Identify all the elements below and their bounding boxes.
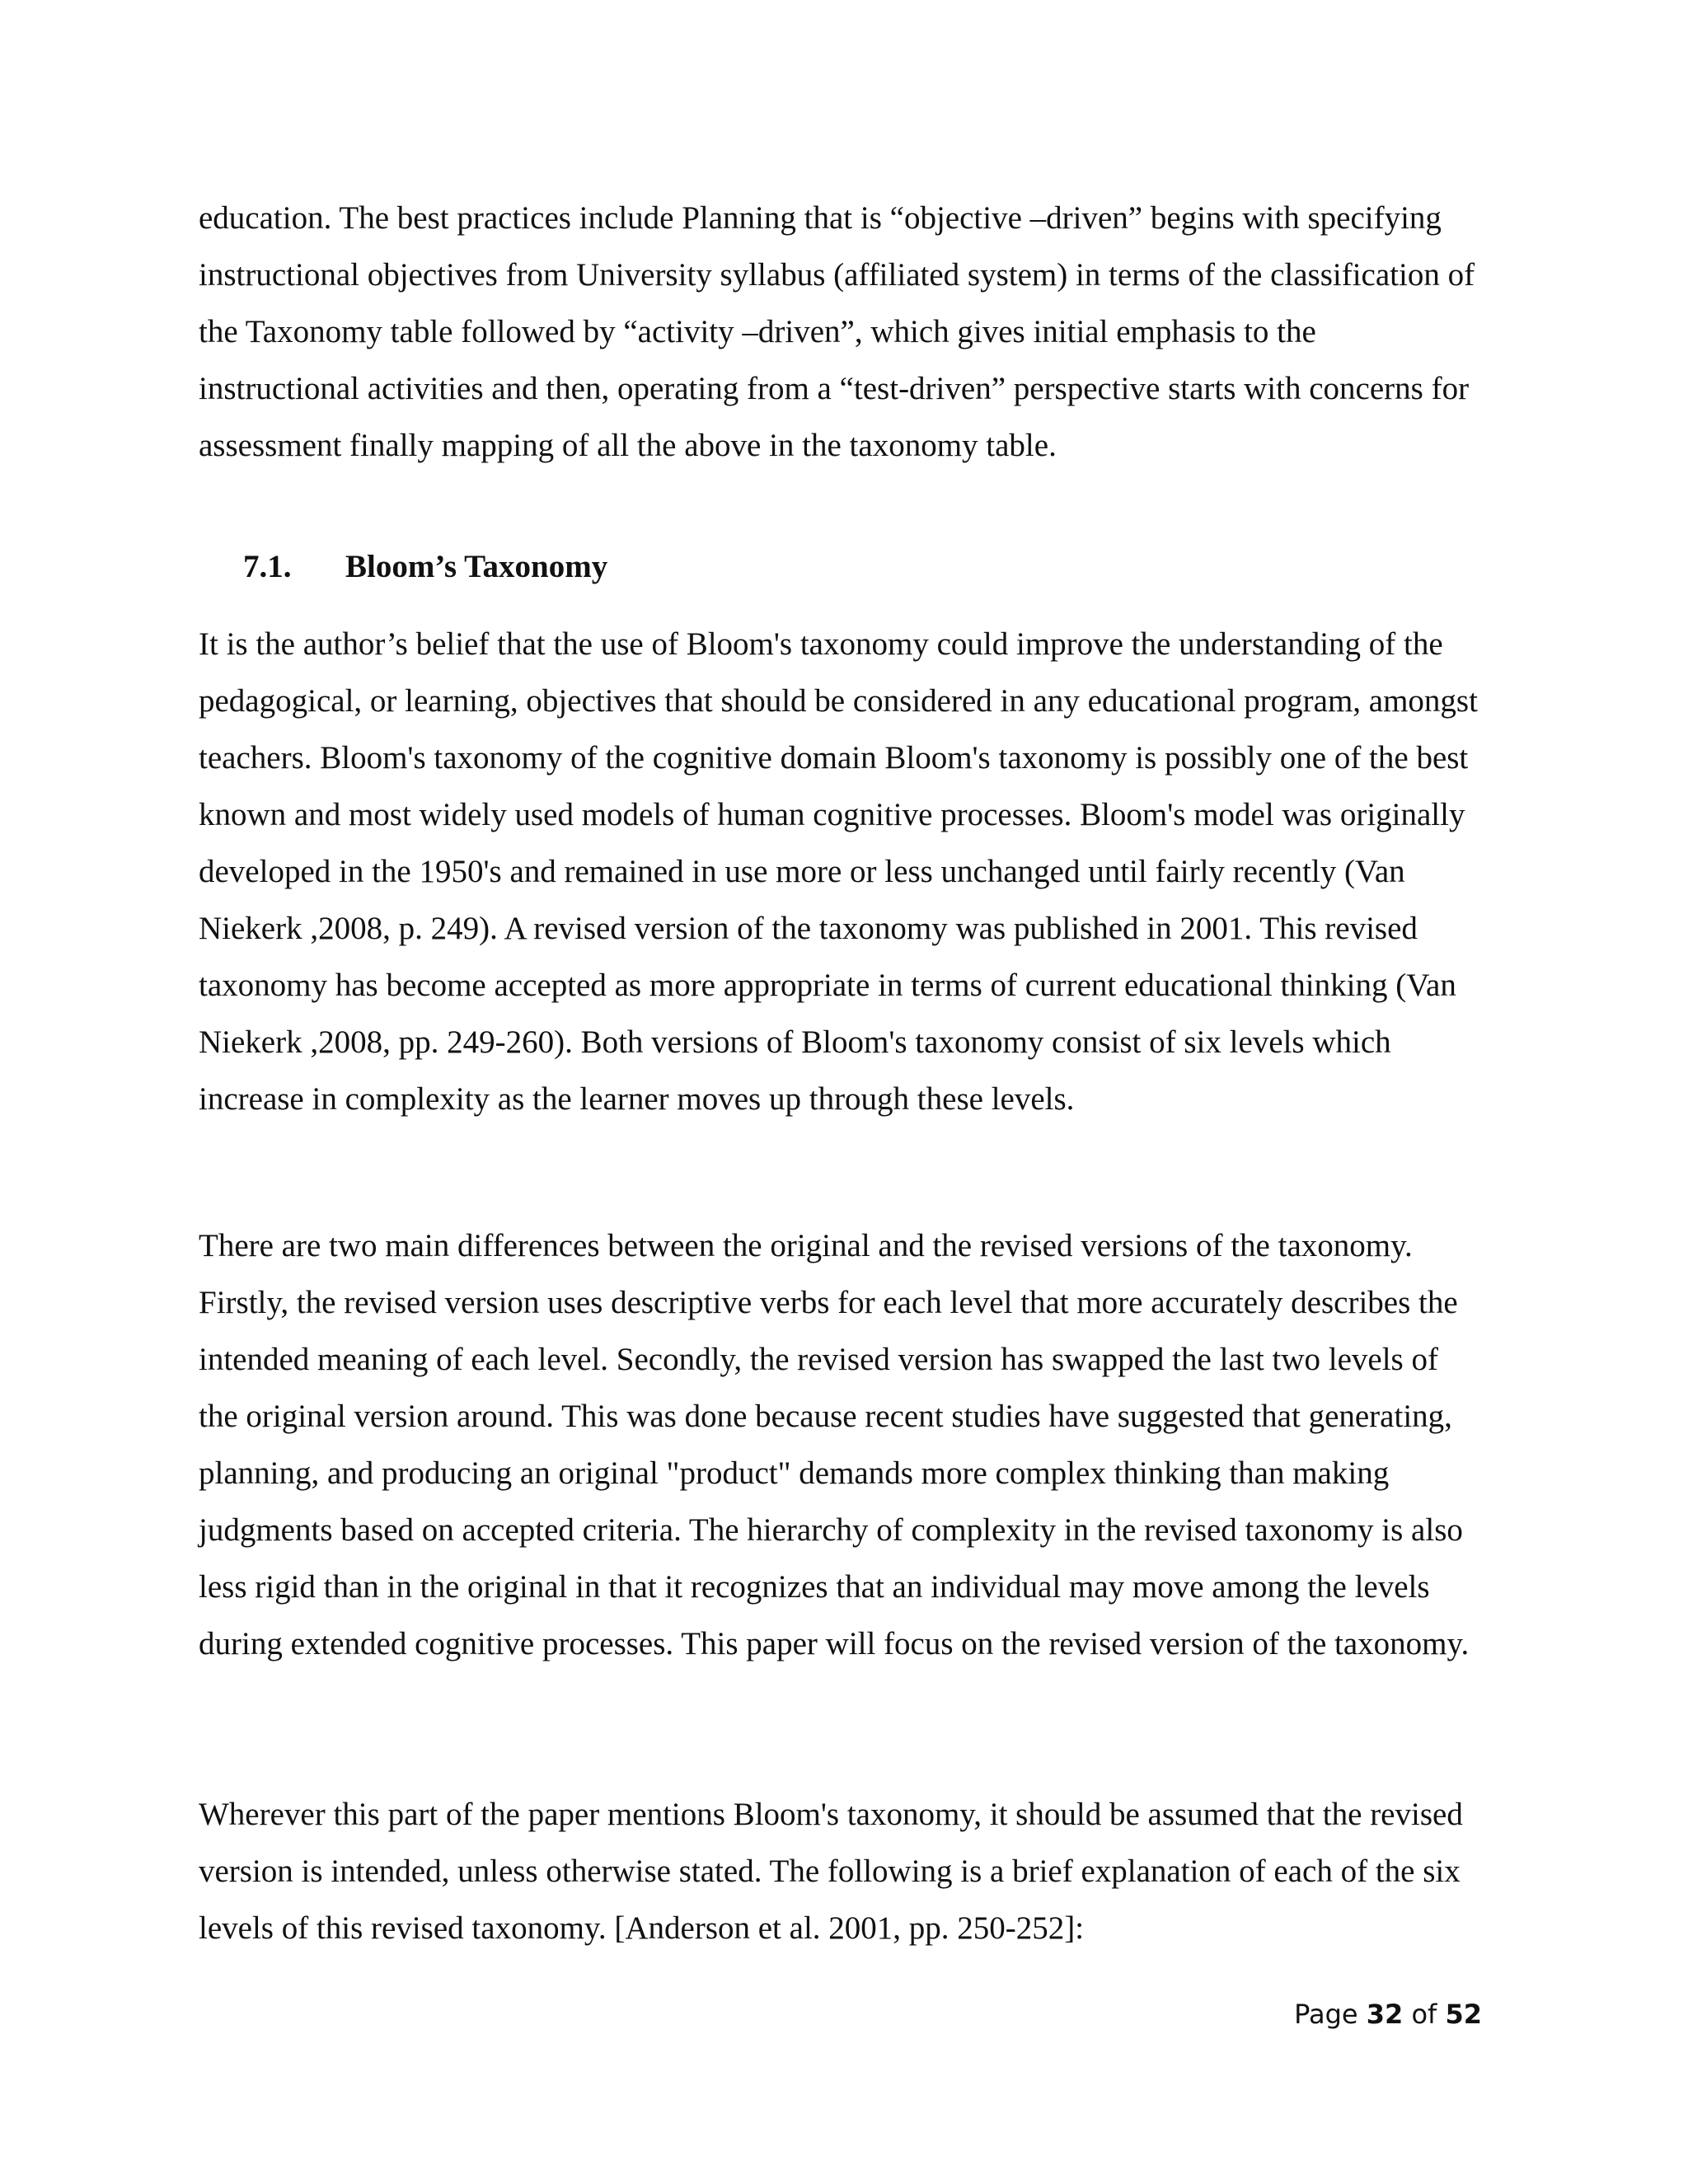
of-word: of: [1411, 1999, 1437, 2030]
section-number: 7.1.: [243, 549, 292, 584]
intro-paragraph: education. The best practices include Planning that is “objective –driven” begins with specifying instructional objectives from University syllabus (affiliated system) in terms of the classification of the Taxonomy table followed by “activity –driven”, which gives initial emphasis to the instructional activities and then, operating from a “test-driven” perspective starts with concerns for assessment finally mapping of all the above in the taxonomy table.: [199, 200, 1475, 463]
section-title: Bloom’s Taxonomy: [345, 549, 608, 584]
page-word: Page: [1294, 1999, 1358, 2030]
bloom-paragraph-1: It is the author’s belief that the use of Bloom's taxonomy could improve the understanding of the pedagogical, or learning, objectives that should be considered in any educational program, amongst teachers. Bloom's taxonomy of the cognitive domain Bloom's taxonomy is possibly one of the best known and most widely used models of human cognitive processes. Bloom's model was originally developed in the 1950's and remained in use more or less unchanged until fairly recently (Van Niekerk ,2008, p. 249). A revised version of the taxonomy was published in 2001. This revised taxonomy has become accepted as more appropriate in terms of current educational thinking (Van Niekerk ,2008, pp. 249-260). Both versions of Bloom's taxonomy consist of six levels which increase in complexity as the learner moves up through these levels.: [199, 626, 1478, 1117]
total-pages-number: 52: [1445, 1999, 1482, 2030]
bloom-paragraph-2: There are two main differences between the original and the revised versions of the taxonomy. Firstly, the revised version uses descriptive verbs for each level that more accurately describes the intended meaning of each level. Secondly, the revised version has swapped the last two levels of the original version around. This was done because recent studies have suggested that generating, planning, and producing an original "product" demands more complex thinking than making judgments based on accepted criteria. The hierarchy of complexity in the revised taxonomy is also less rigid than in the original in that it recognizes that an individual may move among the levels during extended cognitive processes. This paper will focus on the revised version of the taxonomy.: [199, 1228, 1470, 1661]
current-page-number: 32: [1366, 1999, 1404, 2030]
section-heading: [243, 538, 607, 595]
page-number-footer: [1294, 1996, 1482, 2032]
bloom-paragraph-3: Wherever this part of the paper mentions Bloom's taxonomy, it should be assumed that the revised version is intended, unless otherwise stated. The following is a brief explanation of each of the six levels of this revised taxonomy. [Anderson et al. 2001, pp. 250-252]:: [199, 1797, 1463, 1946]
